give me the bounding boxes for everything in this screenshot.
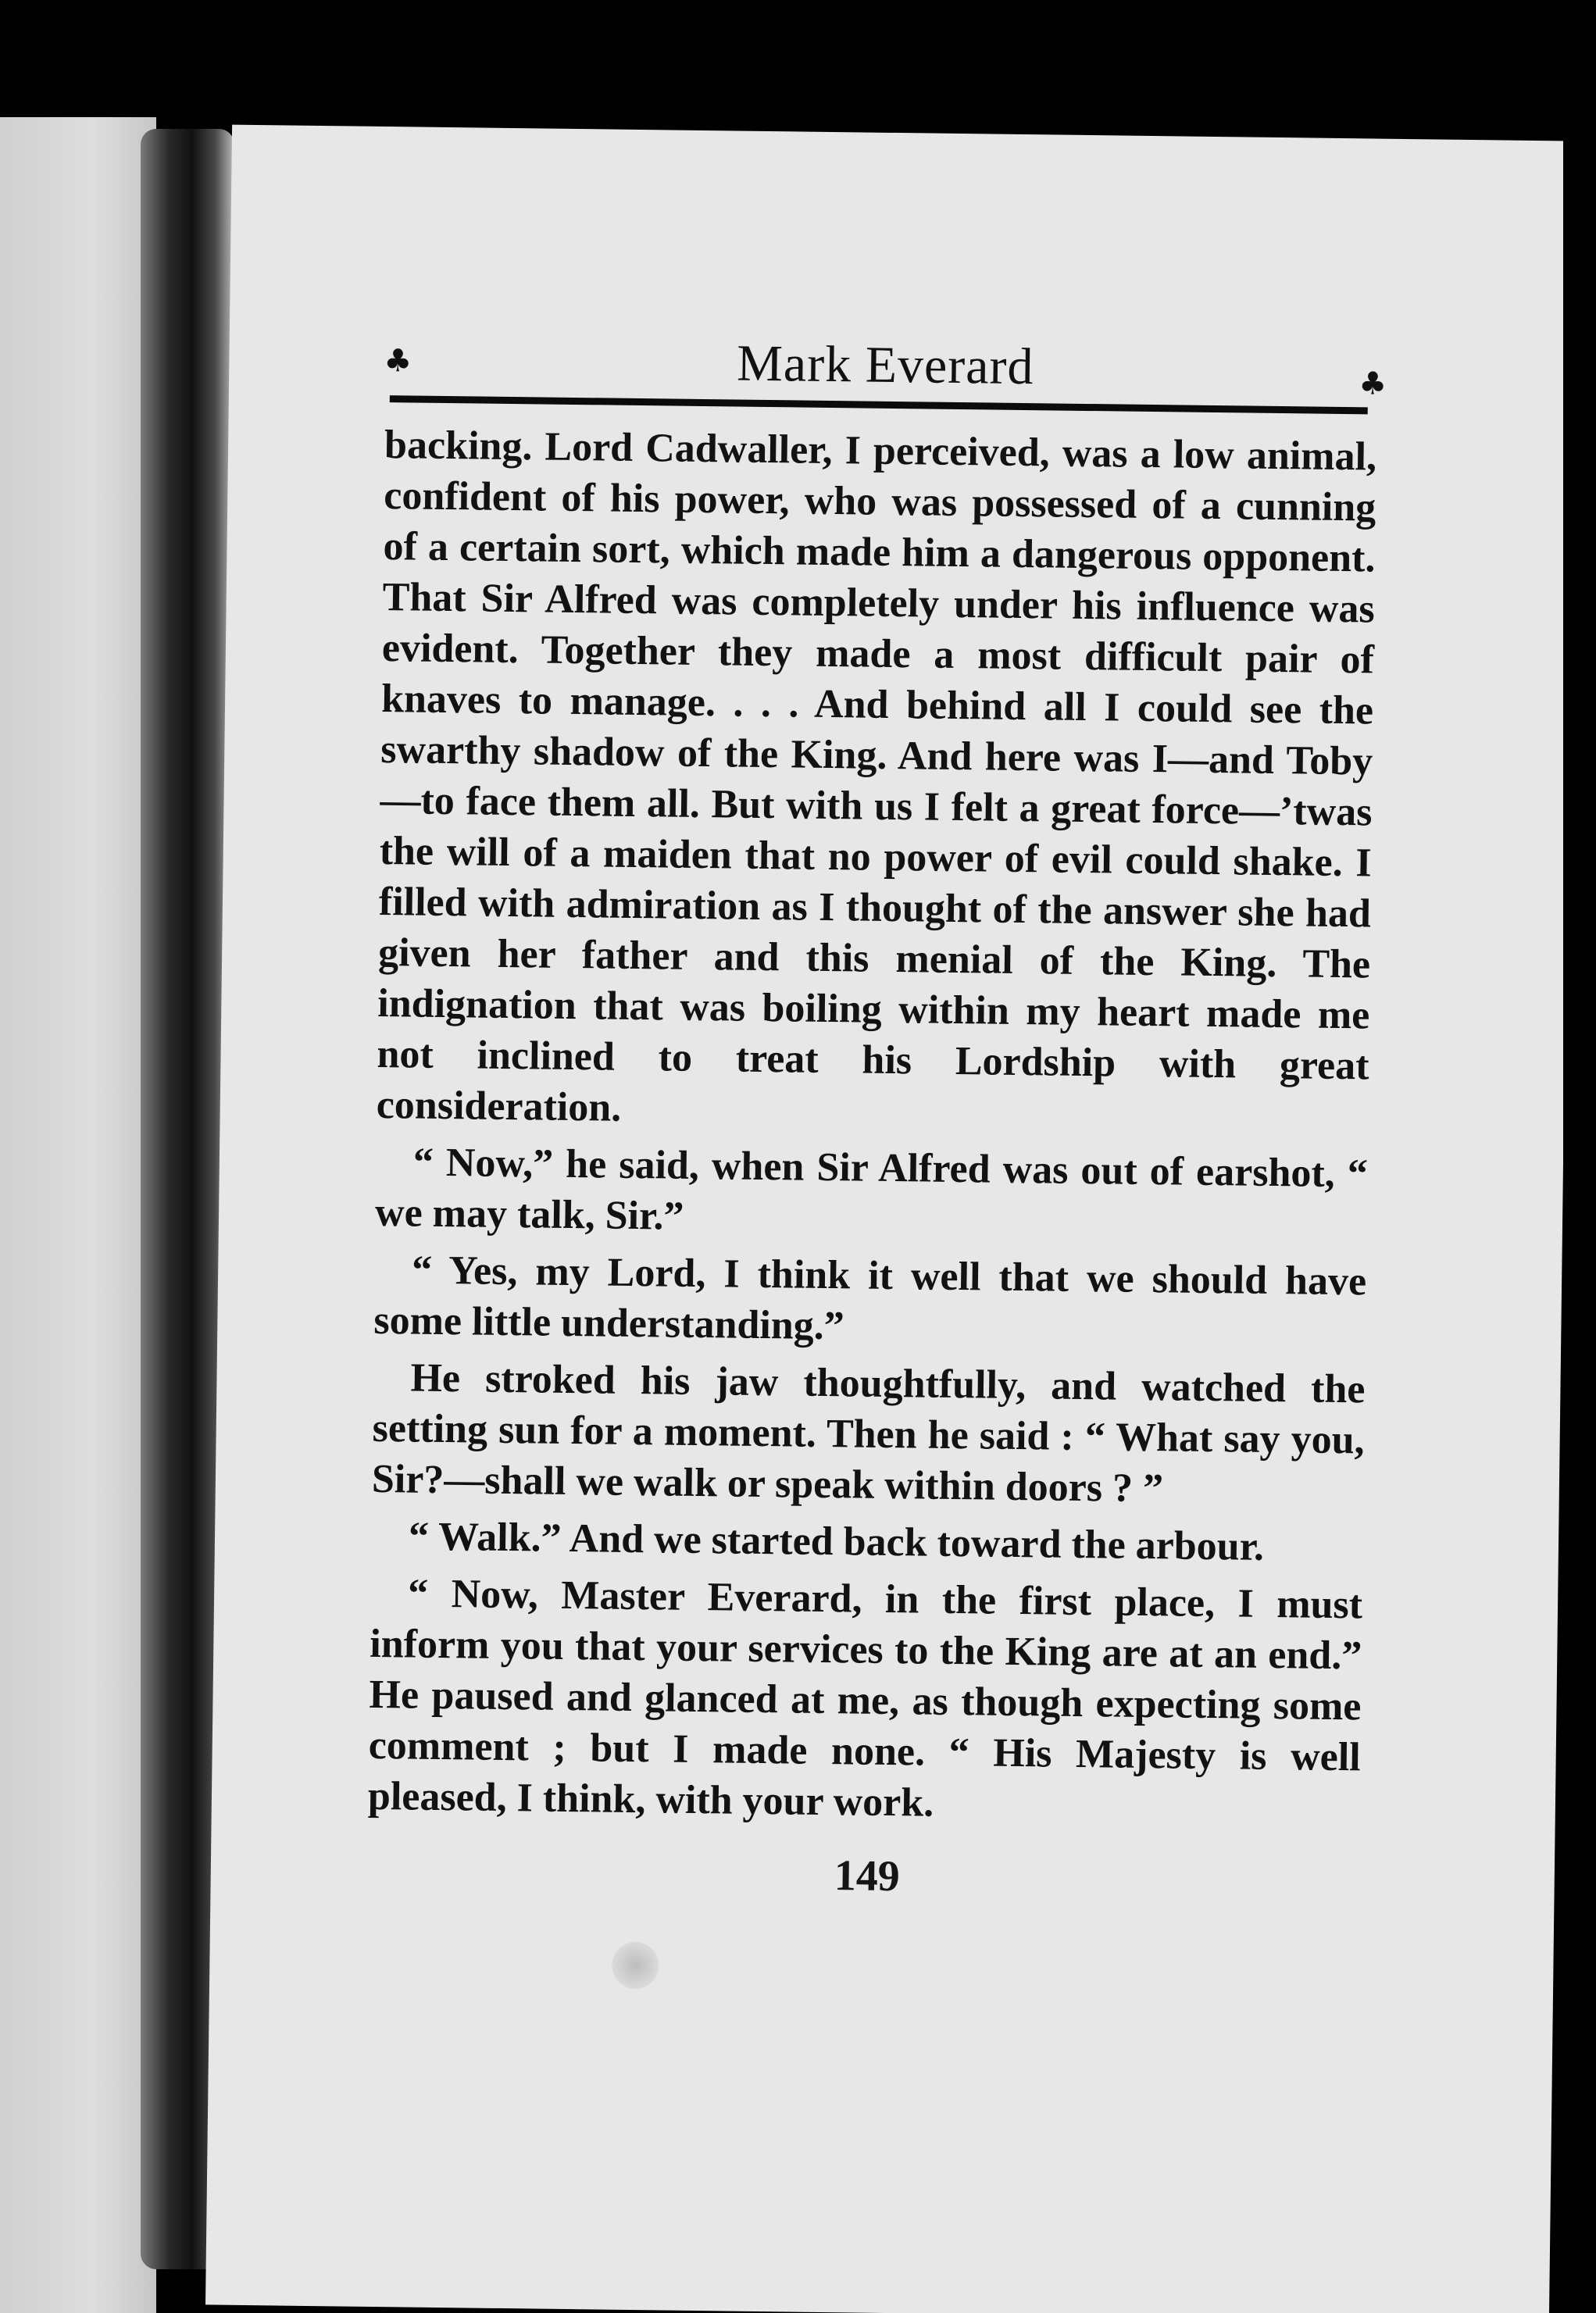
page-content — [355, 322, 1394, 2209]
paragraph: “ Now,” he said, when Sir Alfred was out of earshot, “ we may talk, Sir.” — [374, 1140, 1369, 1239]
page-number: 149 — [834, 1851, 901, 1901]
top-dark-band — [0, 0, 1596, 117]
running-title: Mark Everard — [736, 334, 1035, 396]
paragraph: “ Now, Master Everard, in the first place, I must inform you that your services to the King are at an end.” He paused and glanced at me, as though expecting some comment ; but I made none. “ His Majesty is well pleased, I think, with your work. — [367, 1571, 1363, 1826]
club-ornament-icon: ♣ — [384, 342, 412, 380]
book-page — [205, 125, 1576, 2313]
paragraph: backing. Lord Cadwaller, I perceived, was a low animal, confident of his power, who was possessed of a cunning of a certain sort, which made him a dangerous opponent. That Sir Alfred was completely under his influence was evident. Together they made a most difficult pair of knaves to manage. . . . And behind all I could see the swarthy shadow of the King. And here was I—and Toby—to face them all. But with us I felt a great force—’twas the will of a maiden that no power of evil could shake. I filled with admiration as I thought of the answer she had given her father and this menial of the King. The indignation that was boiling within my heart made me not inclined to treat his Lordship with great consideration. — [376, 423, 1377, 1130]
running-header — [377, 322, 1394, 405]
facing-page-edge — [0, 117, 156, 2313]
right-dark-edge — [1563, 0, 1596, 2313]
paragraph: “ Walk.” And we started back toward the arbour. — [408, 1514, 1265, 1569]
club-ornament-icon: ♣ — [1359, 366, 1387, 402]
paragraph: “ Yes, my Lord, I think it well that we should have some little understanding.” — [373, 1248, 1367, 1349]
body-text — [368, 419, 1377, 1833]
paragraph: He stroked his jaw thoughtfully, and watched the setting sun for a moment. Then he said : “ What say you, Sir?—shall we walk or speak within doors ? ” — [371, 1355, 1366, 1512]
